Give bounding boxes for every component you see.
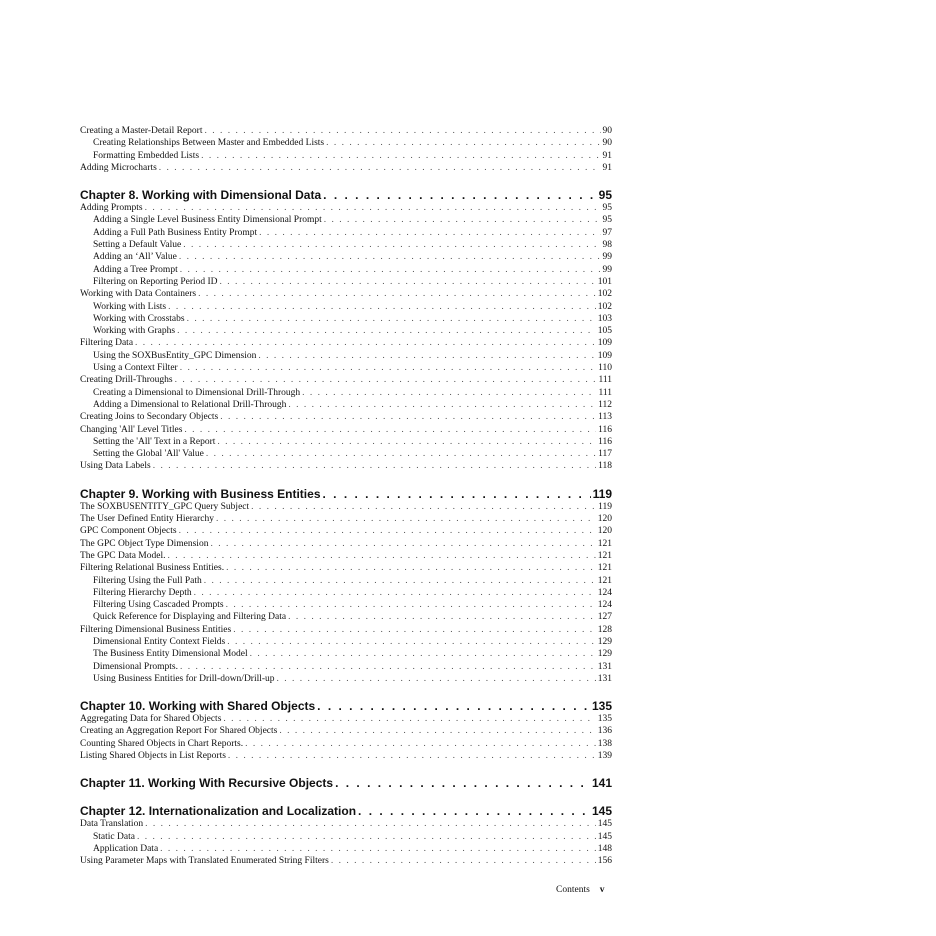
dot-leader — [198, 288, 596, 300]
entry-title: Using Business Entities for Drill-down/Drill-up — [93, 673, 275, 684]
dot-leader — [180, 661, 596, 673]
toc-entry[interactable] — [80, 387, 612, 399]
entry-title: Setting the 'All' Text in a Report — [93, 436, 216, 447]
entry-title: Working with Lists — [93, 301, 167, 312]
toc-entry[interactable] — [80, 411, 612, 423]
dot-leader — [223, 713, 595, 725]
page-number: 138 — [597, 738, 612, 749]
page-number: 118 — [598, 461, 612, 472]
entry-title: Quick Reference for Displaying and Filtering Data — [93, 612, 287, 623]
dot-leader — [177, 325, 596, 337]
dot-leader — [153, 460, 596, 472]
page-number: 121 — [597, 563, 612, 574]
dot-leader — [206, 448, 596, 460]
page-number: 124 — [597, 600, 612, 611]
page-number: 120 — [597, 526, 612, 537]
entry-title: Working with Crosstabs — [93, 313, 185, 324]
toc-entry[interactable] — [80, 436, 612, 448]
entry-title: Filtering Using Cascaded Prompts — [93, 600, 224, 611]
page-number: 145 — [597, 831, 612, 842]
entry-title: Creating Relationships Between Master and Embedded Lists — [93, 138, 325, 149]
page-number: 117 — [598, 449, 612, 460]
page-number: 121 — [597, 538, 612, 549]
dot-leader — [326, 137, 600, 149]
entry-title: Static Data — [93, 831, 135, 842]
toc-entry[interactable] — [80, 624, 612, 636]
page-number: 95 — [602, 203, 612, 214]
dot-leader — [277, 673, 596, 685]
entry-title: Filtering Dimensional Business Entities — [80, 624, 232, 635]
toc-entry[interactable] — [80, 276, 612, 288]
toc-entry[interactable] — [80, 350, 612, 362]
page-number: 105 — [597, 326, 612, 337]
dot-leader — [204, 575, 596, 587]
chapter-title: Chapter 12. Internationalization and Localization — [80, 804, 357, 819]
entry-title: Creating Drill-Throughs — [80, 375, 173, 386]
toc-entry[interactable] — [80, 855, 612, 867]
dot-leader — [227, 636, 596, 648]
dot-leader — [145, 818, 596, 830]
toc-chapter-heading[interactable] — [80, 804, 612, 818]
page-number: 129 — [597, 649, 612, 660]
entry-title: The Business Entity Dimensional Model — [93, 649, 248, 660]
toc-entry[interactable] — [80, 550, 612, 562]
entry-title: Listing Shared Objects in List Reports — [80, 751, 226, 762]
entry-title: Data Translation — [80, 819, 144, 830]
page-number: 99 — [602, 264, 612, 275]
page-number: 121 — [597, 575, 612, 586]
toc-entry[interactable] — [80, 738, 612, 750]
dot-leader — [279, 725, 595, 737]
page-number: 131 — [597, 673, 612, 684]
toc-entry[interactable] — [80, 587, 612, 599]
page-number: 145 — [597, 819, 612, 830]
toc-entry[interactable] — [80, 661, 612, 673]
entry-title: Creating an Aggregation Report For Shared Objects — [80, 726, 278, 737]
entry-title: Working with Data Containers — [80, 289, 197, 300]
dot-leader — [180, 362, 596, 374]
dot-leader — [251, 501, 596, 513]
page-number: 136 — [597, 726, 612, 737]
page-number: 91 — [602, 162, 612, 173]
page-number: 156 — [597, 856, 612, 867]
page-number: 135 — [597, 714, 612, 725]
entry-title: Formatting Embedded Lists — [93, 150, 200, 161]
page-number: 102 — [597, 289, 612, 300]
page-number: 129 — [597, 636, 612, 647]
entry-title: The GPC Object Type Dimension — [80, 538, 209, 549]
toc-entry[interactable] — [80, 264, 612, 276]
toc-chapter-heading[interactable] — [80, 699, 612, 713]
dot-leader — [302, 387, 596, 399]
toc-entry[interactable] — [80, 214, 612, 226]
toc-entry[interactable] — [80, 448, 612, 460]
dot-leader — [145, 202, 601, 214]
toc-entry[interactable] — [80, 162, 612, 174]
page-number: 109 — [597, 350, 612, 361]
page-number: 141 — [591, 776, 612, 791]
dot-leader — [228, 750, 596, 762]
toc-entry[interactable] — [80, 575, 612, 587]
page-number: 124 — [597, 587, 612, 598]
dot-leader — [175, 374, 597, 386]
dot-leader — [259, 227, 600, 239]
dot-leader — [288, 399, 596, 411]
toc-entry[interactable] — [80, 818, 612, 830]
entry-title: Adding an ‘All’ Value — [93, 252, 177, 263]
dot-leader — [187, 313, 596, 325]
entry-title: GPC Component Objects — [80, 526, 177, 537]
page-number: 103 — [597, 313, 612, 324]
page-number: 121 — [597, 550, 612, 561]
toc-entry[interactable] — [80, 125, 612, 137]
toc-entry[interactable] — [80, 843, 612, 855]
page-number: 135 — [591, 699, 612, 714]
dot-leader — [226, 599, 596, 611]
entry-title: Adding Microcharts — [80, 162, 157, 173]
entry-title: Filtering on Reporting Period ID — [93, 276, 218, 287]
footer-label: Contents — [556, 885, 590, 895]
page-number: 110 — [598, 363, 612, 374]
entry-title: Setting the Global 'All' Value — [93, 449, 204, 460]
dot-leader — [317, 699, 590, 713]
page-number: 97 — [602, 227, 612, 238]
dot-leader — [210, 538, 595, 550]
entry-title: Setting a Default Value — [93, 240, 182, 251]
dot-leader — [245, 738, 596, 750]
toc-entry[interactable] — [80, 636, 612, 648]
page-number: 102 — [597, 301, 612, 312]
toc-entry[interactable] — [80, 460, 612, 472]
dot-leader — [160, 843, 596, 855]
entry-title: Using the SOXBusEntity_GPC Dimension — [93, 350, 257, 361]
entry-title: Creating a Dimensional to Dimensional Drill-Through — [93, 387, 301, 398]
entry-title: The SOXBUSENTITY_GPC Query Subject — [80, 501, 250, 512]
toc-entry[interactable] — [80, 313, 612, 325]
toc-entry[interactable] — [80, 227, 612, 239]
entry-title: Application Data — [93, 843, 159, 854]
entry-title: Using Data Labels — [80, 461, 151, 472]
toc-entry[interactable] — [80, 525, 612, 537]
toc-entry[interactable] — [80, 713, 612, 725]
dot-leader — [184, 424, 596, 436]
page-number: 109 — [597, 338, 612, 349]
dot-leader — [179, 525, 596, 537]
page-number: 116 — [598, 424, 612, 435]
entry-title: Filtering Using the Full Path — [93, 575, 202, 586]
entry-title: Filtering Data — [80, 338, 134, 349]
dot-leader — [323, 188, 596, 202]
page-number: 90 — [602, 138, 612, 149]
dot-leader — [335, 776, 590, 790]
footer-page-number: v — [599, 885, 605, 895]
page-number: 99 — [602, 252, 612, 263]
dot-leader — [168, 301, 596, 313]
page-number: 119 — [592, 486, 612, 501]
chapter-title: Chapter 11. Working With Recursive Objects — [80, 776, 334, 791]
toc-entry[interactable] — [80, 202, 612, 214]
toc-entry[interactable] — [80, 251, 612, 263]
toc-chapter-heading[interactable] — [80, 188, 612, 202]
dot-leader — [233, 624, 596, 636]
entry-title: Dimensional Prompts. — [93, 661, 178, 672]
toc-chapter-heading[interactable] — [80, 776, 612, 790]
toc-chapter-heading[interactable] — [80, 487, 612, 501]
page-number: 113 — [598, 412, 612, 423]
toc-entry[interactable] — [80, 513, 612, 525]
entry-title: Adding a Full Path Business Entity Prompt — [93, 227, 258, 238]
entry-title: The GPC Data Model. — [80, 550, 166, 561]
toc-entry[interactable] — [80, 538, 612, 550]
page-number: 139 — [597, 751, 612, 762]
dot-leader — [358, 804, 590, 818]
dot-leader — [194, 587, 596, 599]
entry-title: Creating Joins to Secondary Objects — [80, 412, 219, 423]
dot-leader — [183, 239, 600, 251]
toc-entry[interactable] — [80, 239, 612, 251]
dot-leader — [324, 214, 601, 226]
table-of-contents — [80, 125, 612, 868]
toc-entry[interactable] — [80, 301, 612, 313]
dot-leader — [226, 562, 596, 574]
page-number: 127 — [597, 612, 612, 623]
dot-leader — [331, 855, 596, 867]
toc-entry[interactable] — [80, 288, 612, 300]
page-footer — [556, 885, 605, 895]
toc-entry[interactable] — [80, 362, 612, 374]
entry-title: Using Parameter Maps with Translated Enumerated String Filters — [80, 856, 329, 867]
page-number: 98 — [602, 240, 612, 251]
dot-leader — [220, 276, 596, 288]
page-number: 111 — [598, 387, 612, 398]
dot-leader — [168, 550, 596, 562]
toc-entry[interactable] — [80, 673, 612, 685]
page-number: 116 — [598, 436, 612, 447]
dot-leader — [135, 337, 596, 349]
dot-leader — [137, 831, 596, 843]
dot-leader — [216, 513, 596, 525]
entry-title: Adding a Single Level Business Entity Dimensional Prompt — [93, 215, 322, 226]
dot-leader — [323, 487, 591, 501]
dot-leader — [180, 264, 601, 276]
toc-entry[interactable] — [80, 325, 612, 337]
entry-title: The User Defined Entity Hierarchy — [80, 514, 215, 525]
page-number: 148 — [597, 843, 612, 854]
dot-leader — [288, 611, 596, 623]
dot-leader — [220, 411, 596, 423]
toc-entry[interactable] — [80, 831, 612, 843]
dot-leader — [217, 436, 596, 448]
entry-title: Dimensional Entity Context Fields — [93, 636, 226, 647]
page-number: 101 — [597, 276, 612, 287]
dot-leader — [179, 251, 601, 263]
toc-entry[interactable] — [80, 611, 612, 623]
dot-leader — [159, 162, 601, 174]
page-number: 131 — [597, 661, 612, 672]
page-number: 95 — [598, 188, 612, 203]
entry-title: Adding Prompts — [80, 203, 143, 214]
chapter-title: Chapter 9. Working with Business Entities — [80, 486, 321, 501]
toc-entry[interactable] — [80, 648, 612, 660]
entry-title: Aggregating Data for Shared Objects — [80, 714, 222, 725]
toc-entry[interactable] — [80, 501, 612, 513]
page-number: 111 — [598, 375, 612, 386]
chapter-title: Chapter 10. Working with Shared Objects — [80, 699, 316, 714]
entry-title: Adding a Tree Prompt — [93, 264, 178, 275]
toc-entry[interactable] — [80, 424, 612, 436]
page-number: 119 — [598, 501, 612, 512]
entry-title: Using a Context Filter — [93, 363, 178, 374]
page-number: 90 — [602, 126, 612, 136]
dot-leader — [250, 648, 596, 660]
toc-entry[interactable] — [80, 150, 612, 162]
page-number: 112 — [598, 399, 612, 410]
toc-entry[interactable] — [80, 562, 612, 574]
entry-title: Filtering Relational Business Entities. — [80, 563, 225, 574]
dot-leader — [204, 125, 600, 137]
dot-leader — [201, 150, 600, 162]
page-number: 120 — [597, 514, 612, 525]
entry-title: Changing 'All' Level Titles — [80, 424, 183, 435]
toc-entry[interactable] — [80, 374, 612, 386]
toc-entry[interactable] — [80, 750, 612, 762]
entry-title: Creating a Master-Detail Report — [80, 126, 203, 136]
toc-entry[interactable] — [80, 399, 612, 411]
entry-title: Working with Graphs — [93, 326, 176, 337]
entry-title: Adding a Dimensional to Relational Drill-Through — [93, 399, 287, 410]
page-number: 95 — [602, 215, 612, 226]
page-number: 128 — [597, 624, 612, 635]
chapter-title: Chapter 8. Working with Dimensional Data — [80, 188, 322, 203]
entry-title: Filtering Hierarchy Depth — [93, 587, 192, 598]
dot-leader — [258, 350, 595, 362]
toc-entry[interactable] — [80, 599, 612, 611]
toc-entry[interactable] — [80, 337, 612, 349]
entry-title: Counting Shared Objects in Chart Reports. — [80, 738, 244, 749]
page-number: 91 — [602, 150, 612, 161]
page-number: 145 — [591, 804, 612, 819]
toc-entry[interactable] — [80, 725, 612, 737]
toc-entry[interactable] — [80, 137, 612, 149]
